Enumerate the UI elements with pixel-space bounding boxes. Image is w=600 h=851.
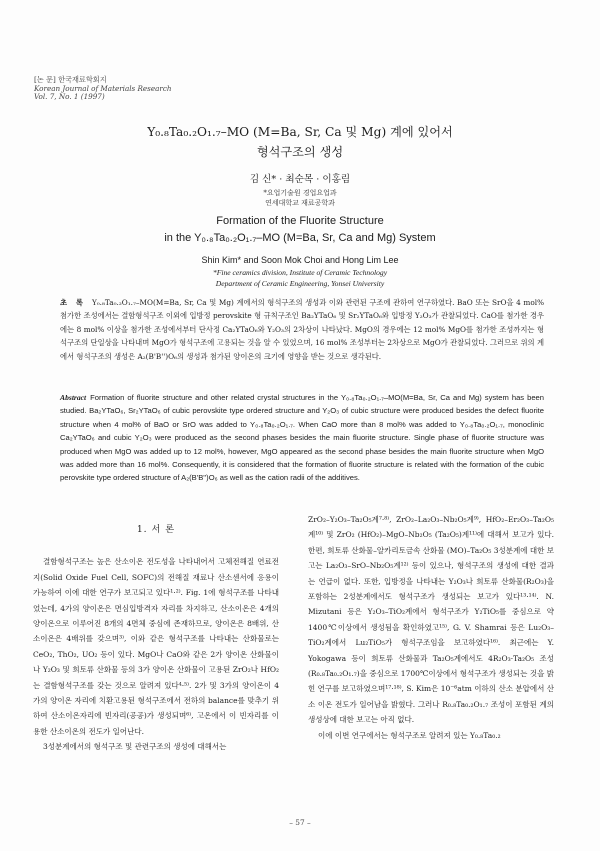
journal-tag: [논 문] 한국재료학회지 (34, 75, 107, 84)
intro-paragraph-4: 이에 이번 연구에서는 형석구조로 알려져 있는 Y₀.₈Ta₀.₂ (318, 730, 501, 740)
english-authors: Shin Kim* and Soon Mok Choi and Hong Lim Lee (201, 255, 399, 265)
korean-abstract (60, 296, 544, 363)
intro-paragraph-1: 결함형석구조는 높은 산소이온 전도성을 나타내어서 고체전해질 연료전지(Solid Oxide Fuel Cell, SOFC)의 전해질 재료나 산소센서에 응용이 가능하여 이에 대한 연구가 보고되고 있다¹·²⁾. Fig. 1에 형석구조를 나타내었는데, 4가의 양이온은 면심입방격자 자리를 차지하고, 산소이온은 4개의 양이온으로 이루어진 8개의 4면체 중심에 존재하므로, 양이온은 8배위, 산소이온은 4배위를 갖으며³⁾, 이와 같은 형석구조를 나타내는 산화물로는 CeO₂, ThO₂, UO₂ 등이 있다. MgO나 CaO와 같은 2가 양이온 산화물이나 Y₂O₃ 및 희토류 산화물 등의 3가 양이온 산화물이 고용된 ZrO₂나 HfO₂는 결함형석구조를 갖는 것으로 알려져 있다⁴·⁵⁾. 2가 및 3가의 양이온이 4가의 양이온 자리에 치환고용된 형석구조에서 전하의 balance를 맞추기 위하여 산소이온자리에 빈자리(공공)가 생성되며⁶⁾, 고온에서 이 빈자리를 이용한 산소이온의 전도가 일어난다. (33, 557, 279, 736)
english-affiliation-1: *Fine ceramics division, Institute of Ceramic Technology (212, 268, 388, 277)
english-title-line1: Formation of the Fluorite Structure (216, 215, 384, 227)
korean-authors: 김 신* · 최순목 · 이홍림 (249, 174, 351, 185)
english-abstract-text: Formation of fluorite structure and other related crystal structures in the Y₀.₈Ta₀.₂O₁.₇–MO(M=Ba, Sr, Ca and Mg) system has been studied. Ba₂YTaO₆, Sr₂YTaO₆ of cubic perovskite type ordered structure and Y₂O₃ of cubic structure were produced besides the defect fluorite structure when 4 mol% of BaO or SrO was added to Y₀.₈Ta₀.₂O₁.₇. When CaO more than 8 mol% was added to Y₀.₈Ta₀.₂O₁.₇, monoclinic Ca₂YTaO₆ and cubic Y₂O₃ were produced as the second phases besides the main fluorite structure. Single phase of fluorite structure was produced when MgO was added up to 12 mol%, however, MgO appeared as the second phase besides the main fluorite structure when MgO was added more than 16 mol%. Consequently, it is considered that the formation of fluorite structure is related with the formation of the cubic perovskite type ordered structure of A₂(B'B'')O₆ as well as the cation radii of the additives. (60, 393, 544, 483)
korean-affiliation-2: 연세대학교 재료공학과 (265, 199, 335, 207)
english-title-line2: in the Y₀.₈Ta₀.₂O₁.₇–MO (M=Ba, Sr, Ca and Mg) System (164, 232, 436, 244)
english-affiliations (0, 267, 600, 289)
journal-name: Korean Journal of Materials Research (34, 83, 172, 93)
korean-title-line2: 형석구조의 생성 (256, 145, 344, 159)
journal-volume: Vol. 7, No. 1 (1997) (34, 92, 105, 102)
english-title (0, 213, 600, 247)
korean-title-line1: Y₀.₈Ta₀.₂O₁.₇–MO (M=Ba, Sr, Ca 및 Mg) 계에 있어서 (147, 125, 453, 139)
english-abstract-label: Abstract (60, 393, 87, 402)
korean-abstract-label: 초 록 (60, 298, 86, 307)
journal-header (34, 76, 172, 102)
korean-affiliations (0, 188, 600, 208)
intro-paragraph-3: ZrO₂–Y₂O₃–Ta₂O₅계⁷·⁸⁾, ZrO₂–La₂O₃–Nb₂O₅계⁹⁾, HfO₂–Er₂O₃–Ta₂O₅계¹⁰⁾ 및 ZrO₂ (HfO₂)–MgO–Nb₂O₅ (Ta₂O₅)계¹¹⁾에 대해서 보고가 있다. 한편, 희토류 산화물–알카리토금속 산화물 (MO)–Ta₂O₅ 3성분계에 대한 보고는 La₂O₃–SrO–Nb₂O₅계¹²⁾ 등이 있으나, 형석구조의 생성에 대한 결과는 언급이 없다. 또한, 입방정을 나타내는 Y₂O₃나 희토류 산화물(R₂O₃)을 포함하는 2성분계에서도 형석구조가 생성되는 보고가 있다¹³·¹⁴⁾. N. Mizutani 등은 Y₂O₃–TiO₂계에서 형석구조가 Y₂TiO₅를 중심으로 약 1400℃이상에서 생성됨을 확인하였고¹⁵⁾, G. V. Shamrai 등은 Lu₂O₃–TiO₂계에서 Lu₂TiO₅가 형석구조임을 보고하였다¹⁶⁾. 최근에는 Y. Yokogawa 등이 희토류 산화물과 Ta₂O₅계에서도 4R₂O₃·Ta₂O₅ 조성 (R₀.₈Ta₀.₂O₁.₇)을 중심으로 1700℃이상에서 형석구조가 생성되는 것을 밝힌 연구를 보고하였으며¹⁷·¹⁸⁾, S. Kim은 10⁻⁶atm 이하의 산소 분압에서 산소 이온 전도가 일어남을 밝혔다. 그러나 R₀.₈Ta₀.₂O₁.₇ 조성이 포함된 계의 생성상에 대한 보고는 아직 없다. (308, 515, 554, 725)
korean-abstract-text: Y₀.₈Ta₀.₂O₁.₇–MO(M=Ba, Sr, Ca 및 Mg) 계에서의 형석구조의 생성과 이와 관련된 구조에 관하여 연구하였다. BaO 또는 SrO을 4 mol% 첨가한 조성에서는 결함형석구조 이외에 입방정 perovskite 형 규칙구조인 Ba₂YTaO₆ 및 Sr₂YTaO₆와 입방정 Y₂O₃가 관찰되었다. CaO를 첨가한 경우에는 8 mol% 이상을 첨가한 조성에서부터 단사정 Ca₂YTaO₆와 Y₂O₃의 2차상이 나타났다. MgO의 경우에는 12 mol% MgO를 첨가한 조성까지는 형석구조의 단일상을 나타내며 MgO가 형석구조에 고용되는 것을 알 수 있었으며, 16 mol% 조성부터는 2차상으로 MgO가 관찰되었다. 그러므로 위의 계에서 형석구조의 생성은 A₂(B'B'')O₆의 생성과 첨가된 양이온의 크기에 영향을 받는 것으로 생각된다. (60, 298, 544, 361)
intro-paragraph-2: 3성분계에서의 형석구조 및 관련구조의 생성에 대해서는 (43, 742, 227, 752)
section-heading-introduction: 1. 서 론 (136, 524, 176, 535)
right-column (308, 512, 554, 743)
page-number: – 57 – (289, 818, 311, 827)
korean-affiliation-1: *요업기술원 경업요업과 (263, 189, 337, 197)
english-abstract (60, 391, 544, 485)
left-column (33, 522, 279, 755)
korean-title (0, 122, 600, 162)
english-affiliation-2: Department of Ceramic Engineering, Yonsei University (215, 279, 385, 288)
